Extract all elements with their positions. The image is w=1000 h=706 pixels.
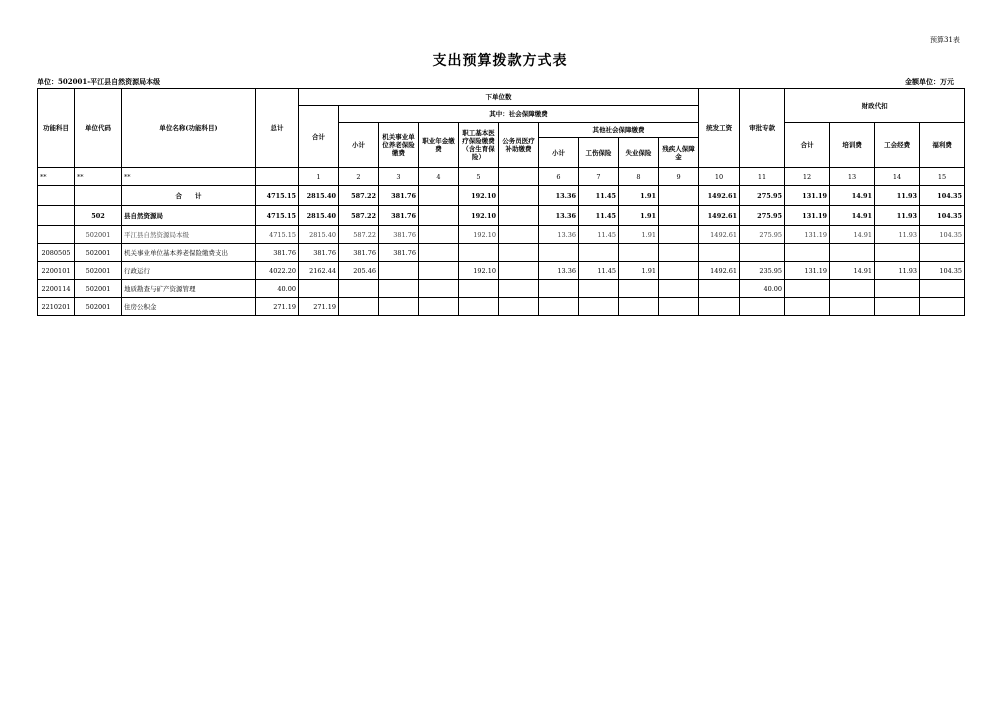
table-cell: 13.36 xyxy=(539,186,579,206)
table-cell xyxy=(579,244,619,262)
table-cell xyxy=(339,298,379,316)
table-cell xyxy=(920,244,965,262)
table-cell: 192.10 xyxy=(459,262,499,280)
index-cell: 15 xyxy=(920,168,965,186)
table-cell: 131.19 xyxy=(785,206,830,226)
index-cell: 7 xyxy=(579,168,619,186)
table-cell: 104.35 xyxy=(920,206,965,226)
table-cell: 502001 xyxy=(75,226,122,244)
table-cell: 合 计 xyxy=(122,186,256,206)
header-finance-agent: 财政代扣 xyxy=(785,89,965,123)
table-cell xyxy=(659,298,699,316)
table-cell xyxy=(419,262,459,280)
table-cell xyxy=(419,298,459,316)
table-cell: 502001 xyxy=(75,244,122,262)
header-unit-name: 单位名称(功能科目) xyxy=(122,89,256,168)
table-cell xyxy=(499,262,539,280)
form-number: 预算31表 xyxy=(930,36,960,44)
table-cell: 14.91 xyxy=(830,186,875,206)
table-cell: 1.91 xyxy=(619,206,659,226)
table-cell xyxy=(339,280,379,298)
table-cell: 1.91 xyxy=(619,186,659,206)
table-cell xyxy=(419,186,459,206)
header-injury: 工伤保险 xyxy=(579,138,619,168)
table-cell: 11.45 xyxy=(579,262,619,280)
table-cell xyxy=(379,280,419,298)
table-cell xyxy=(920,280,965,298)
table-cell: 2815.40 xyxy=(299,186,339,206)
table-cell: 4715.15 xyxy=(256,226,299,244)
index-cell: ** xyxy=(38,168,75,186)
table-cell: 205.46 xyxy=(339,262,379,280)
table-cell xyxy=(619,280,659,298)
table-cell: 381.76 xyxy=(339,244,379,262)
table-cell xyxy=(830,280,875,298)
table-cell xyxy=(499,244,539,262)
table-cell xyxy=(38,186,75,206)
header-unemployment: 失业保险 xyxy=(619,138,659,168)
table-cell: 271.19 xyxy=(256,298,299,316)
header-civil-medical: 公务员医疗补助缴费 xyxy=(499,123,539,168)
table-cell: 587.22 xyxy=(339,206,379,226)
table-cell xyxy=(830,244,875,262)
table-cell xyxy=(699,298,740,316)
table-cell: 4022.20 xyxy=(256,262,299,280)
table-cell: 502001 xyxy=(75,280,122,298)
table-row xyxy=(38,298,965,316)
table-cell xyxy=(920,298,965,316)
header-social-subtotal: 小计 xyxy=(339,123,379,168)
table-cell: 587.22 xyxy=(339,226,379,244)
table-cell: 县自然资源局 xyxy=(122,206,256,226)
table-row xyxy=(38,226,965,244)
table-cell xyxy=(619,298,659,316)
index-cell: 12 xyxy=(785,168,830,186)
table-cell: 381.76 xyxy=(299,244,339,262)
table-cell: 1492.61 xyxy=(699,186,740,206)
table-cell xyxy=(659,262,699,280)
table-cell xyxy=(579,298,619,316)
table-cell xyxy=(699,280,740,298)
table-cell xyxy=(659,244,699,262)
table-cell xyxy=(379,262,419,280)
index-cell: 14 xyxy=(875,168,920,186)
table-cell: 381.76 xyxy=(379,206,419,226)
amount-unit-label: 金额单位：万元 xyxy=(905,77,954,86)
table-cell: 1492.61 xyxy=(699,262,740,280)
table-cell: 2162.44 xyxy=(299,262,339,280)
table-cell: 2815.40 xyxy=(299,226,339,244)
table-row xyxy=(38,262,965,280)
page-title: 支出预算拨款方式表 xyxy=(432,53,568,69)
table-cell: 275.95 xyxy=(740,226,785,244)
table-cell: 11.45 xyxy=(579,226,619,244)
table-row xyxy=(38,206,965,226)
table-cell: 502001 xyxy=(75,262,122,280)
header-disability: 残疾人保障金 xyxy=(659,138,699,168)
table-cell: 104.35 xyxy=(920,262,965,280)
table-cell: 40.00 xyxy=(740,280,785,298)
table-cell: 11.93 xyxy=(875,206,920,226)
header-other-subtotal: 小计 xyxy=(539,138,579,168)
table-cell: 40.00 xyxy=(256,280,299,298)
table-cell: 587.22 xyxy=(339,186,379,206)
table-cell xyxy=(419,280,459,298)
table-cell: 行政运行 xyxy=(122,262,256,280)
index-cell: 13 xyxy=(830,168,875,186)
table-cell: 13.36 xyxy=(539,226,579,244)
table-cell: 381.76 xyxy=(379,244,419,262)
budget-table xyxy=(37,88,965,316)
table-cell: 11.93 xyxy=(875,226,920,244)
index-cell: ** xyxy=(75,168,122,186)
table-cell xyxy=(419,244,459,262)
header-pension: 机关事业单位养老保险缴费 xyxy=(379,123,419,168)
table-cell xyxy=(459,244,499,262)
table-cell: 131.19 xyxy=(785,262,830,280)
table-cell: 4715.15 xyxy=(256,186,299,206)
table-cell xyxy=(419,206,459,226)
header-training: 培训费 xyxy=(830,123,875,168)
table-row xyxy=(38,186,965,206)
table-row xyxy=(38,244,965,262)
table-cell xyxy=(499,298,539,316)
table-cell xyxy=(785,244,830,262)
table-cell: 4715.15 xyxy=(256,206,299,226)
table-cell: 2200101 xyxy=(38,262,75,280)
table-cell: 11.93 xyxy=(875,262,920,280)
table-cell xyxy=(659,280,699,298)
table-cell: 381.76 xyxy=(256,244,299,262)
table-cell: 192.10 xyxy=(459,186,499,206)
table-cell xyxy=(499,206,539,226)
index-cell: ** xyxy=(122,168,256,186)
table-cell xyxy=(499,226,539,244)
table-cell: 13.36 xyxy=(539,206,579,226)
index-cell: 1 xyxy=(299,168,339,186)
table-cell xyxy=(419,226,459,244)
index-cell: 5 xyxy=(459,168,499,186)
header-total: 总计 xyxy=(256,89,299,168)
header-unified-salary: 统发工资 xyxy=(699,89,740,168)
table-cell: 1492.61 xyxy=(699,226,740,244)
table-cell: 131.19 xyxy=(785,186,830,206)
index-cell: 9 xyxy=(659,168,699,186)
header-union: 工会经费 xyxy=(875,123,920,168)
table-cell: 2815.40 xyxy=(299,206,339,226)
table-cell xyxy=(659,206,699,226)
table-cell: 131.19 xyxy=(785,226,830,244)
header-lower-total: 合计 xyxy=(299,106,339,168)
table-cell: 192.10 xyxy=(459,206,499,226)
table-cell: 104.35 xyxy=(920,186,965,206)
table-cell xyxy=(785,280,830,298)
table-cell: 11.93 xyxy=(875,186,920,206)
table-cell: 2200114 xyxy=(38,280,75,298)
table-cell xyxy=(740,244,785,262)
index-cell: 6 xyxy=(539,168,579,186)
table-cell xyxy=(740,298,785,316)
table-cell xyxy=(38,206,75,226)
index-row xyxy=(38,168,965,186)
table-cell: 502001 xyxy=(75,298,122,316)
header-welfare: 福利费 xyxy=(920,123,965,168)
unit-label: 单位：502001-平江县自然资源局本级 xyxy=(37,77,161,86)
index-cell xyxy=(256,168,299,186)
table-cell: 2210201 xyxy=(38,298,75,316)
header-func-subject: 功能科目 xyxy=(38,89,75,168)
table-cell xyxy=(875,244,920,262)
table-cell: 381.76 xyxy=(379,186,419,206)
header-lower-unit: 下单位数 xyxy=(299,89,699,106)
header-occupational: 职业年金缴费 xyxy=(419,123,459,168)
table-cell: 1492.61 xyxy=(699,206,740,226)
table-cell xyxy=(299,280,339,298)
table-cell xyxy=(539,244,579,262)
header-social: 其中：社会保障缴费 xyxy=(339,106,699,123)
table-cell xyxy=(379,298,419,316)
table-cell: 14.91 xyxy=(830,206,875,226)
table-cell: 11.45 xyxy=(579,186,619,206)
table-cell: 2080505 xyxy=(38,244,75,262)
table-cell xyxy=(499,280,539,298)
header-special: 审批专款 xyxy=(740,89,785,168)
table-cell: 14.91 xyxy=(830,262,875,280)
table-cell: 14.91 xyxy=(830,226,875,244)
table-cell: 275.95 xyxy=(740,186,785,206)
table-cell: 192.10 xyxy=(459,226,499,244)
table-cell xyxy=(785,298,830,316)
table-cell xyxy=(875,298,920,316)
table-cell xyxy=(75,186,122,206)
table-body xyxy=(38,186,965,316)
index-cell: 2 xyxy=(339,168,379,186)
table-cell xyxy=(539,298,579,316)
table-row xyxy=(38,280,965,298)
table-cell xyxy=(579,280,619,298)
table-cell: 1.91 xyxy=(619,262,659,280)
header-fa-total: 合计 xyxy=(785,123,830,168)
index-cell xyxy=(499,168,539,186)
index-cell: 11 xyxy=(740,168,785,186)
table-cell xyxy=(699,244,740,262)
table-cell: 502 xyxy=(75,206,122,226)
index-cell: 10 xyxy=(699,168,740,186)
table-cell: 271.19 xyxy=(299,298,339,316)
table-cell xyxy=(619,244,659,262)
index-cell: 3 xyxy=(379,168,419,186)
header-other-social: 其他社会保障缴费 xyxy=(539,123,699,138)
table-cell: 104.35 xyxy=(920,226,965,244)
table-cell xyxy=(830,298,875,316)
table-cell: 住房公积金 xyxy=(122,298,256,316)
table-cell xyxy=(659,226,699,244)
table-cell xyxy=(875,280,920,298)
table-cell: 平江县自然资源局本级 xyxy=(122,226,256,244)
table-cell xyxy=(539,280,579,298)
table-cell: 机关事业单位基本养老保险缴费支出 xyxy=(122,244,256,262)
table-cell xyxy=(499,186,539,206)
table-cell: 地质勘查与矿产资源管理 xyxy=(122,280,256,298)
table-cell: 235.95 xyxy=(740,262,785,280)
table-cell xyxy=(459,280,499,298)
table-cell: 11.45 xyxy=(579,206,619,226)
table-cell: 13.36 xyxy=(539,262,579,280)
table-cell: 1.91 xyxy=(619,226,659,244)
table-cell: 275.95 xyxy=(740,206,785,226)
table-cell xyxy=(459,298,499,316)
table-cell xyxy=(659,186,699,206)
table-cell: 381.76 xyxy=(379,226,419,244)
header-medical: 职工基本医疗保险缴费（含生育保险） xyxy=(459,123,499,168)
table-cell xyxy=(38,226,75,244)
index-cell: 4 xyxy=(419,168,459,186)
header-unit-code: 单位代码 xyxy=(75,89,122,168)
index-cell: 8 xyxy=(619,168,659,186)
